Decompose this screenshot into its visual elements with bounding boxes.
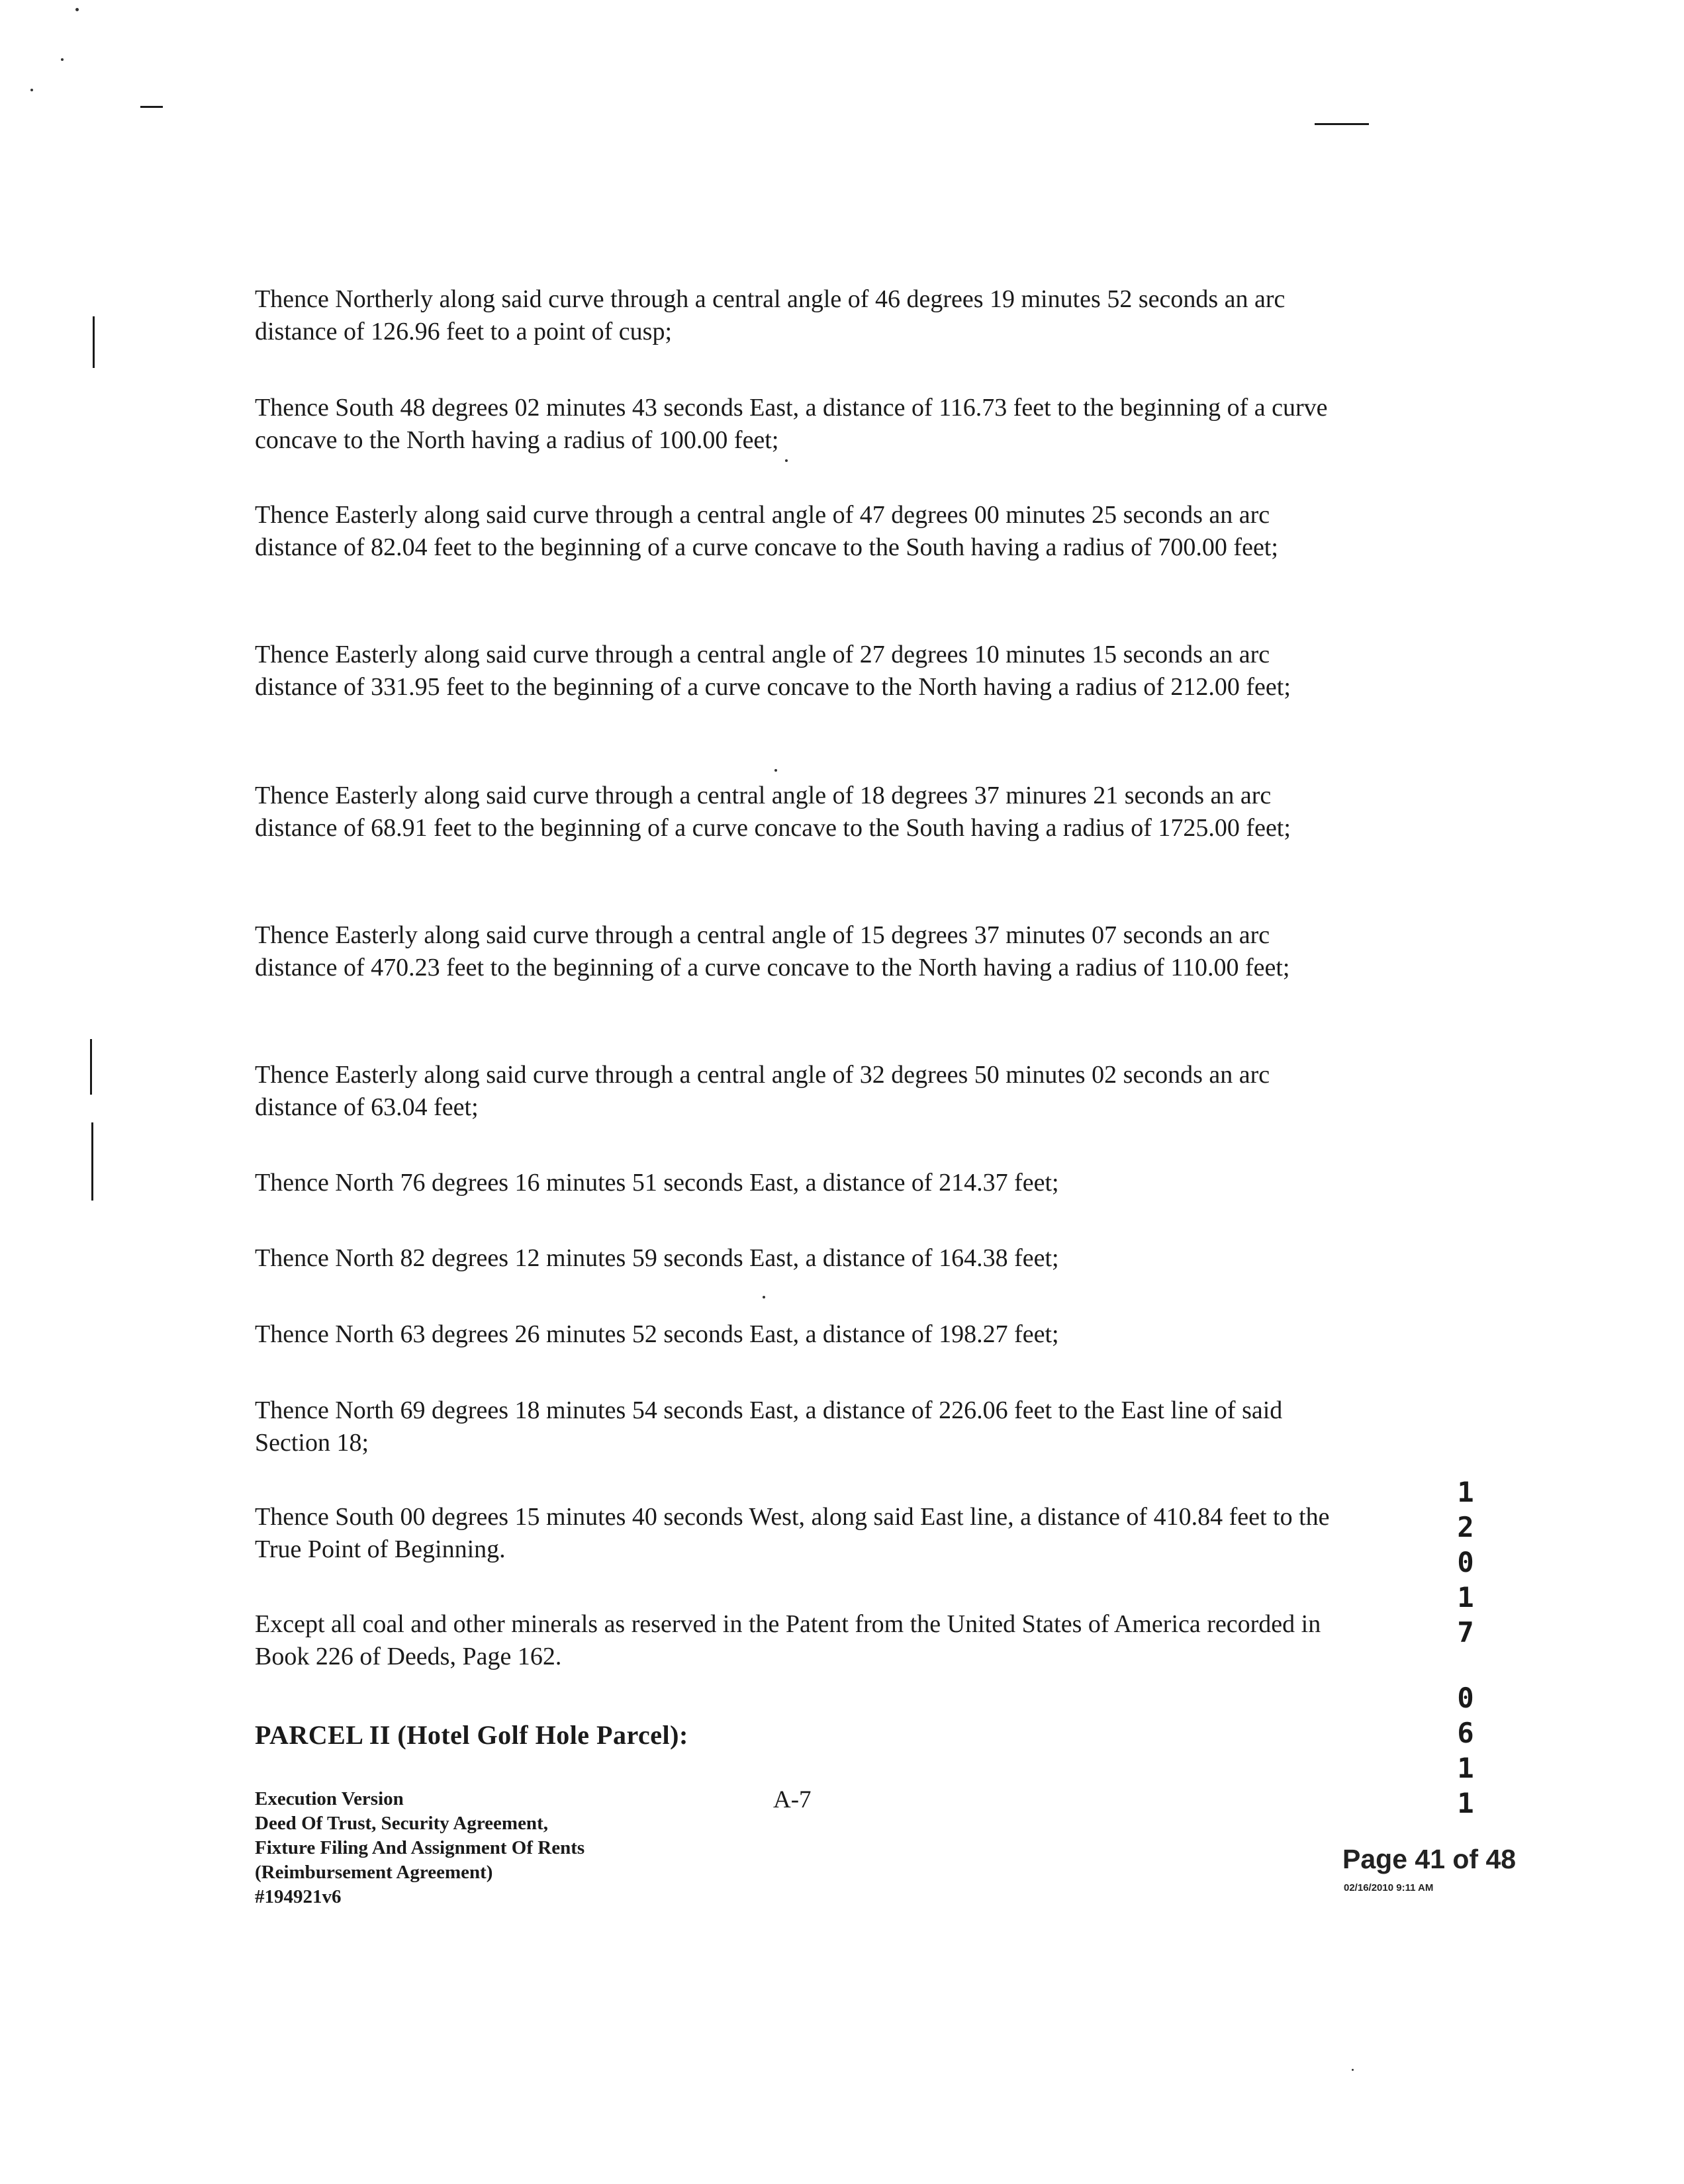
timestamp: 02/16/2010 9:11 AM (1344, 1882, 1434, 1893)
scan-mark-top-left (140, 106, 163, 108)
recording-gap (1452, 1650, 1479, 1680)
margin-bar-3 (91, 1122, 93, 1201)
legal-description-paragraph: Thence Easterly along said curve through a central angle of 18 degrees 37 minures 21 seconds an arc distance of 68.91 feet to the beginning of a curve concave to the South having a radius of 1725.00 feet; (255, 782, 1291, 842)
recording-digit: 0 (1457, 1546, 1474, 1578)
margin-bar-2 (90, 1039, 92, 1095)
recording-digit: 1 (1457, 1752, 1474, 1784)
margin-bar-1 (93, 316, 95, 368)
recording-digit: 0 (1457, 1682, 1474, 1714)
scan-dot (774, 769, 777, 772)
scan-dot (61, 58, 64, 61)
recording-digit: 7 (1457, 1616, 1474, 1649)
recording-digit: 1 (1457, 1787, 1474, 1819)
recording-digit: 1 (1457, 1476, 1474, 1508)
scan-dot (30, 89, 33, 91)
recording-digit: 6 (1457, 1717, 1474, 1749)
footer-line: Fixture Filing And Assignment Of Rents (255, 1837, 585, 1858)
legal-description-paragraph: Thence North 76 degrees 16 minutes 51 seconds East, a distance of 214.37 feet; (255, 1169, 1059, 1197)
recording-number (1452, 1475, 1479, 1821)
footer-document-info (255, 1787, 585, 1909)
legal-description-paragraph: Except all coal and other minerals as reserved in the Patent from the United States of America recorded in Book 226 of Deeds, Page 162. (255, 1610, 1321, 1670)
footer-line: (Reimbursement Agreement) (255, 1862, 493, 1883)
legal-description-paragraph: Thence North 82 degrees 12 minutes 59 seconds East, a distance of 164.38 feet; (255, 1244, 1059, 1272)
recording-digit: 2 (1457, 1511, 1474, 1543)
legal-description-paragraph: Thence North 63 degrees 26 minutes 52 seconds East, a distance of 198.27 feet; (255, 1320, 1059, 1348)
legal-description-paragraph: Thence Easterly along said curve through a central angle of 15 degrees 37 minutes 07 seconds an arc distance of 470.23 feet to the beginning of a curve concave to the North having a radius of 110.00 feet; (255, 921, 1290, 981)
legal-description-paragraph: Thence South 00 degrees 15 minutes 40 seconds West, along said East line, a distance of 410.84 feet to the True Point of Beginning. (255, 1503, 1330, 1563)
footer-line: #194921v6 (255, 1886, 342, 1907)
scan-dot (1352, 2069, 1354, 2071)
footer-line: Execution Version (255, 1788, 404, 1809)
scan-dot (763, 1296, 765, 1298)
scan-dot (785, 459, 788, 462)
legal-description-paragraph: Thence Easterly along said curve through a central angle of 32 degrees 50 minutes 02 seconds an arc distance of 63.04 feet; (255, 1061, 1270, 1121)
scan-mark-top-right (1315, 123, 1369, 125)
legal-description-paragraph: Thence Easterly along said curve through a central angle of 27 degrees 10 minutes 15 seconds an arc distance of 331.95 feet to the beginning of a curve concave to the North having a radius of 212.00 feet; (255, 641, 1291, 701)
legal-description-paragraph: Thence Easterly along said curve through a central angle of 47 degrees 00 minutes 25 seconds an arc distance of 82.04 feet to the beginning of a curve concave to the South having a radius of 700.00 feet; (255, 501, 1278, 561)
exhibit-page-label: A-7 (773, 1786, 812, 1813)
parcel-heading: PARCEL II (Hotel Golf Hole Parcel): (255, 1720, 688, 1750)
recording-digit: 1 (1457, 1581, 1474, 1614)
footer-line: Deed Of Trust, Security Agreement, (255, 1813, 548, 1834)
legal-description-paragraph: Thence South 48 degrees 02 minutes 43 seconds East, a distance of 116.73 feet to the beginning of a curve concave to the North having a radius of 100.00 feet; (255, 394, 1328, 454)
page-number: Page 41 of 48 (1342, 1844, 1517, 1874)
legal-description-paragraph: Thence Northerly along said curve through a central angle of 46 degrees 19 minutes 52 seconds an arc distance of 126.96 feet to a point of cusp; (255, 285, 1286, 345)
legal-description-paragraph: Thence North 69 degrees 18 minutes 54 seconds East, a distance of 226.06 feet to the East line of said Section 18; (255, 1396, 1283, 1457)
scan-dot (75, 8, 79, 11)
